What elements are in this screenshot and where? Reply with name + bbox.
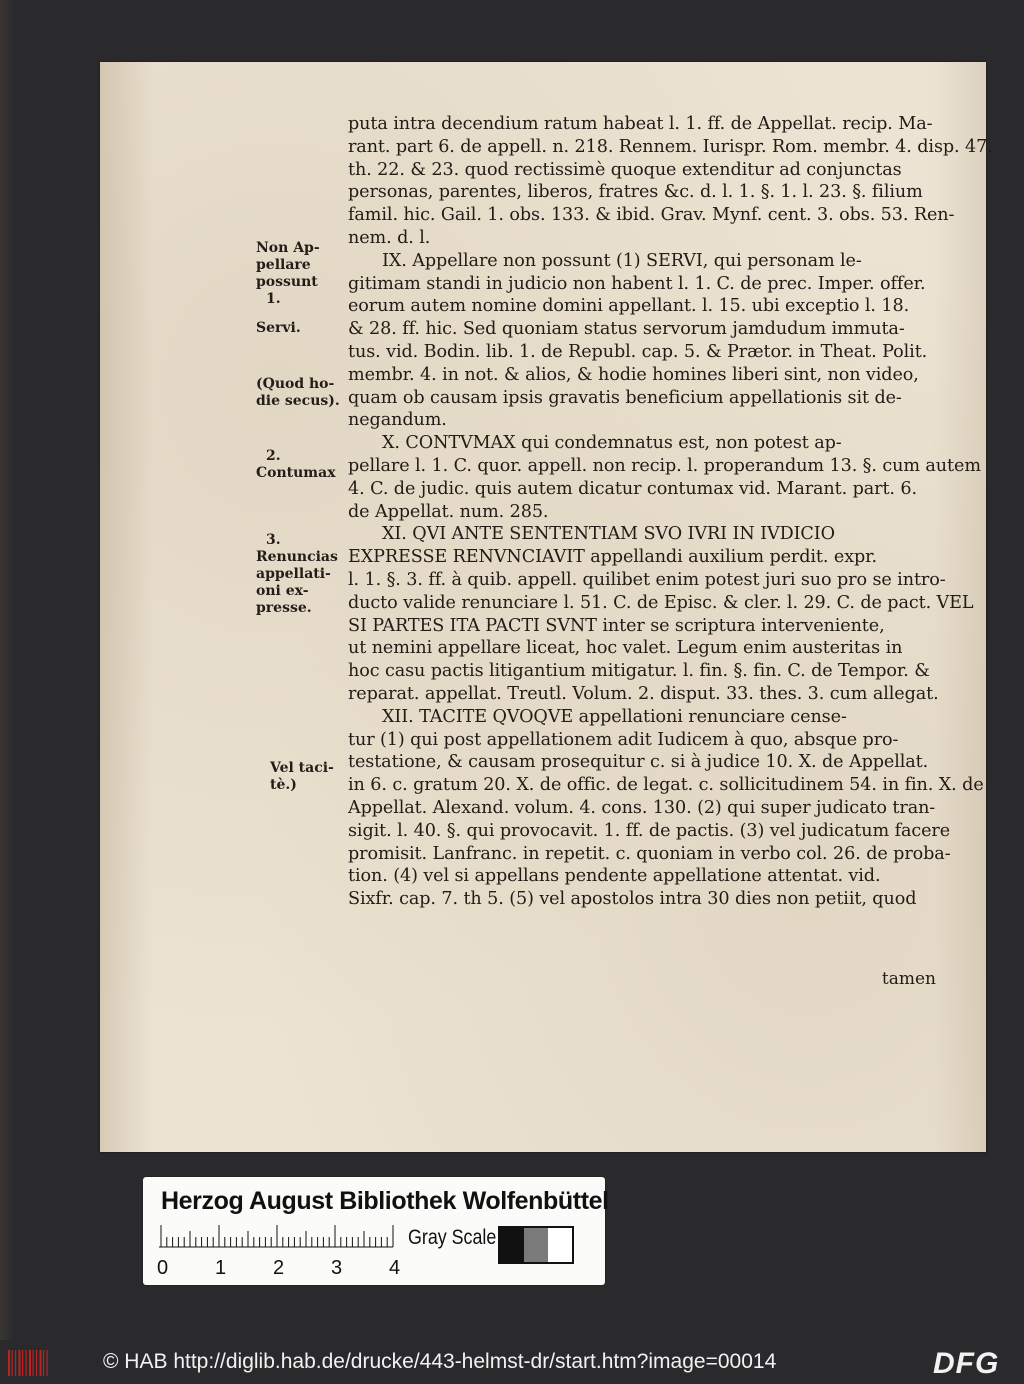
text-line: ducto valide renunciare l. 51. C. de Episc. & cler. l. 29. C. de pact. VEL (348, 592, 974, 613)
text-line: hoc casu pactis litigantium mitigatur. l. fin. §. fin. C. de Tempor. & (348, 661, 930, 682)
barcode-bar (22, 1350, 23, 1376)
text-line: reparat. appellat. Treutl. Volum. 2. disput. 33. thes. 3. cum allegat. (348, 684, 939, 704)
margin-note-line: Vel taci- (270, 760, 334, 776)
text-line: tur (1) qui post appellationem adit Iudicem à quo, absque pro- (348, 729, 899, 750)
barcode-bar (36, 1350, 37, 1376)
text-line: puta intra decendium ratum habeat l. 1. ff. de Appellat. recip. Ma- (348, 114, 933, 134)
margin-note-line: (Quod ho- (256, 376, 335, 392)
source-url[interactable]: © HAB http://diglib.hab.de/drucke/443-helmst-dr/start.htm?image=00014 (103, 1350, 777, 1373)
margin-note-line: Servi. (256, 320, 301, 336)
card-title: Herzog August Bibliothek Wolfenbüttel (161, 1187, 609, 1215)
barcode-bar (47, 1350, 48, 1376)
margin-note (256, 240, 320, 308)
barcode-bar (43, 1350, 44, 1376)
text-line: XI. QVI ANTE SENTENTIAM SVO IVRI IN IVDICIO (382, 524, 835, 545)
ruler-number: 1 (215, 1257, 227, 1279)
margin-note-line: possunt (256, 274, 318, 290)
ruler-number: 2 (273, 1257, 285, 1279)
margin-note-line: die secus). (256, 393, 340, 409)
text-line: th. 22. & 23. quod rectissimè quoque extenditur ad conjunctas (348, 159, 902, 180)
margin-note-line: Renuncias (256, 549, 338, 565)
ruler-number: 3 (331, 1257, 343, 1279)
margin-note-line: Contumax (256, 465, 336, 481)
text-line: pellare l. 1. C. quor. appell. non recip. l. properandum 13. §. cum autem (348, 456, 981, 476)
text-line: Sixfr. cap. 7. th 5. (5) vel apostolos intra 30 dies non petiit, quod (348, 889, 917, 910)
margin-note-line: 2. (266, 448, 281, 464)
gray-scale-swatches (498, 1226, 574, 1264)
swatch-black (500, 1228, 524, 1262)
barcode-bar (15, 1350, 16, 1376)
ruler-number: 4 (389, 1257, 401, 1279)
margin-note-line: tè.) (270, 777, 297, 793)
margin-note (270, 760, 334, 794)
text-line: SI PARTES ITA PACTI SVNT inter se scriptura interveniente, (348, 615, 885, 636)
text-line: negandum. (348, 410, 447, 431)
catchword: tamen (881, 969, 936, 989)
margin-note (256, 532, 338, 617)
text-line: EXPRESSE RENVNCIAVIT appellandi auxilium perdit. expr. (348, 547, 878, 568)
margin-note (256, 448, 336, 482)
text-line: XII. TACITE QVOQVE appellationi renunciare cense- (382, 706, 847, 727)
left-edge-shadow (0, 0, 14, 1340)
barcode-bar (33, 1350, 34, 1376)
text-line: personas, parentes, liberos, fratres &c. d. l. 1. §. 1. l. 23. §. filium (348, 182, 923, 203)
margin-note-line: pellare (256, 257, 311, 273)
text-line: gitimam standi in judicio non habent l. 1. C. de prec. Imper. offer. (348, 273, 926, 294)
text-line: de Appellat. num. 285. (348, 501, 549, 522)
text-line: eorum autem nomine domini appellant. l. 15. ubi exceptio l. 18. (348, 296, 910, 317)
text-line: IX. Appellare non possunt (1) SERVI, qui personam le- (382, 250, 862, 271)
barcode-bar (8, 1350, 10, 1376)
text-line: tion. (4) vel si appellans pendente appellatione attentat. vid. (348, 866, 881, 887)
gray-scale-label: Gray Scale (408, 1226, 497, 1249)
text-line: membr. 4. in not. & alios, & hodie homines liberi sint, non video, (348, 364, 919, 385)
reference-card (143, 1177, 609, 1285)
barcode-bar (19, 1350, 21, 1376)
ruler-number: 0 (157, 1257, 169, 1279)
margin-note-line: Non Ap- (256, 240, 320, 256)
text-line: l. 1. §. 3. ff. à quib. appell. quilibet enim potest juri suo pro se intro- (348, 570, 946, 590)
text-line: ut nemini appellare liceat, hoc valet. Legum enim austeritas in (348, 638, 903, 659)
text-line: testatione, & causam prosequitur c. si à judice 10. X. de Appellat. (348, 752, 929, 773)
dfg-logo: DFG (933, 1347, 1000, 1380)
text-line: famil. hic. Gail. 1. obs. 133. & ibid. Grav. Mynf. cent. 3. obs. 53. Ren- (348, 205, 955, 226)
barcode-bar (12, 1350, 13, 1376)
text-line: quam ob causam ipsis gravatis beneficium appellationis sit de- (348, 387, 902, 408)
swatch-gray (524, 1228, 548, 1262)
text-line: in 6. c. gratum 20. X. de offic. de legat. c. sollicitudinem 54. in fin. X. de (348, 775, 984, 796)
text-line: sigit. l. 40. §. qui provocavit. 1. ff. de pactis. (3) vel judicatum facere (348, 820, 951, 841)
margin-note-line: presse. (256, 600, 312, 616)
margin-note-line: appellati- (256, 566, 331, 582)
swatch-white (548, 1228, 572, 1262)
margin-note (256, 320, 301, 337)
text-line: X. CONTVMAX qui condemnatus est, non potest ap- (382, 433, 842, 454)
barcode-icon (8, 1350, 50, 1376)
margin-note-line: 1. (266, 291, 281, 307)
barcode-bar (29, 1350, 31, 1376)
barcode-bar (40, 1350, 42, 1376)
text-line: 4. C. de judic. quis autem dicatur contumax vid. Marant. part. 6. (348, 478, 918, 499)
text-line: & 28. ff. hic. Sed quoniam status servorum jamdudum immuta- (348, 319, 905, 340)
text-line: promisit. Lanfranc. in repetit. c. quoniam in verbo col. 26. de proba- (348, 843, 951, 864)
barcode-bar (26, 1350, 27, 1376)
text-line: nem. d. l. (348, 228, 431, 248)
text-line: rant. part 6. de appell. n. 218. Rennem. Iurispr. Rom. membr. 4. disp. 47. (348, 136, 993, 157)
margin-note-line: 3. (266, 532, 281, 548)
margin-note (256, 376, 340, 410)
text-line: tus. vid. Bodin. lib. 1. de Republ. cap. 5. & Prætor. in Theat. Polit. (348, 342, 928, 362)
text-line: Appellat. Alexand. volum. 4. cons. 130. (2) qui super judicato tran- (348, 798, 936, 818)
margin-note-line: oni ex- (256, 583, 309, 599)
